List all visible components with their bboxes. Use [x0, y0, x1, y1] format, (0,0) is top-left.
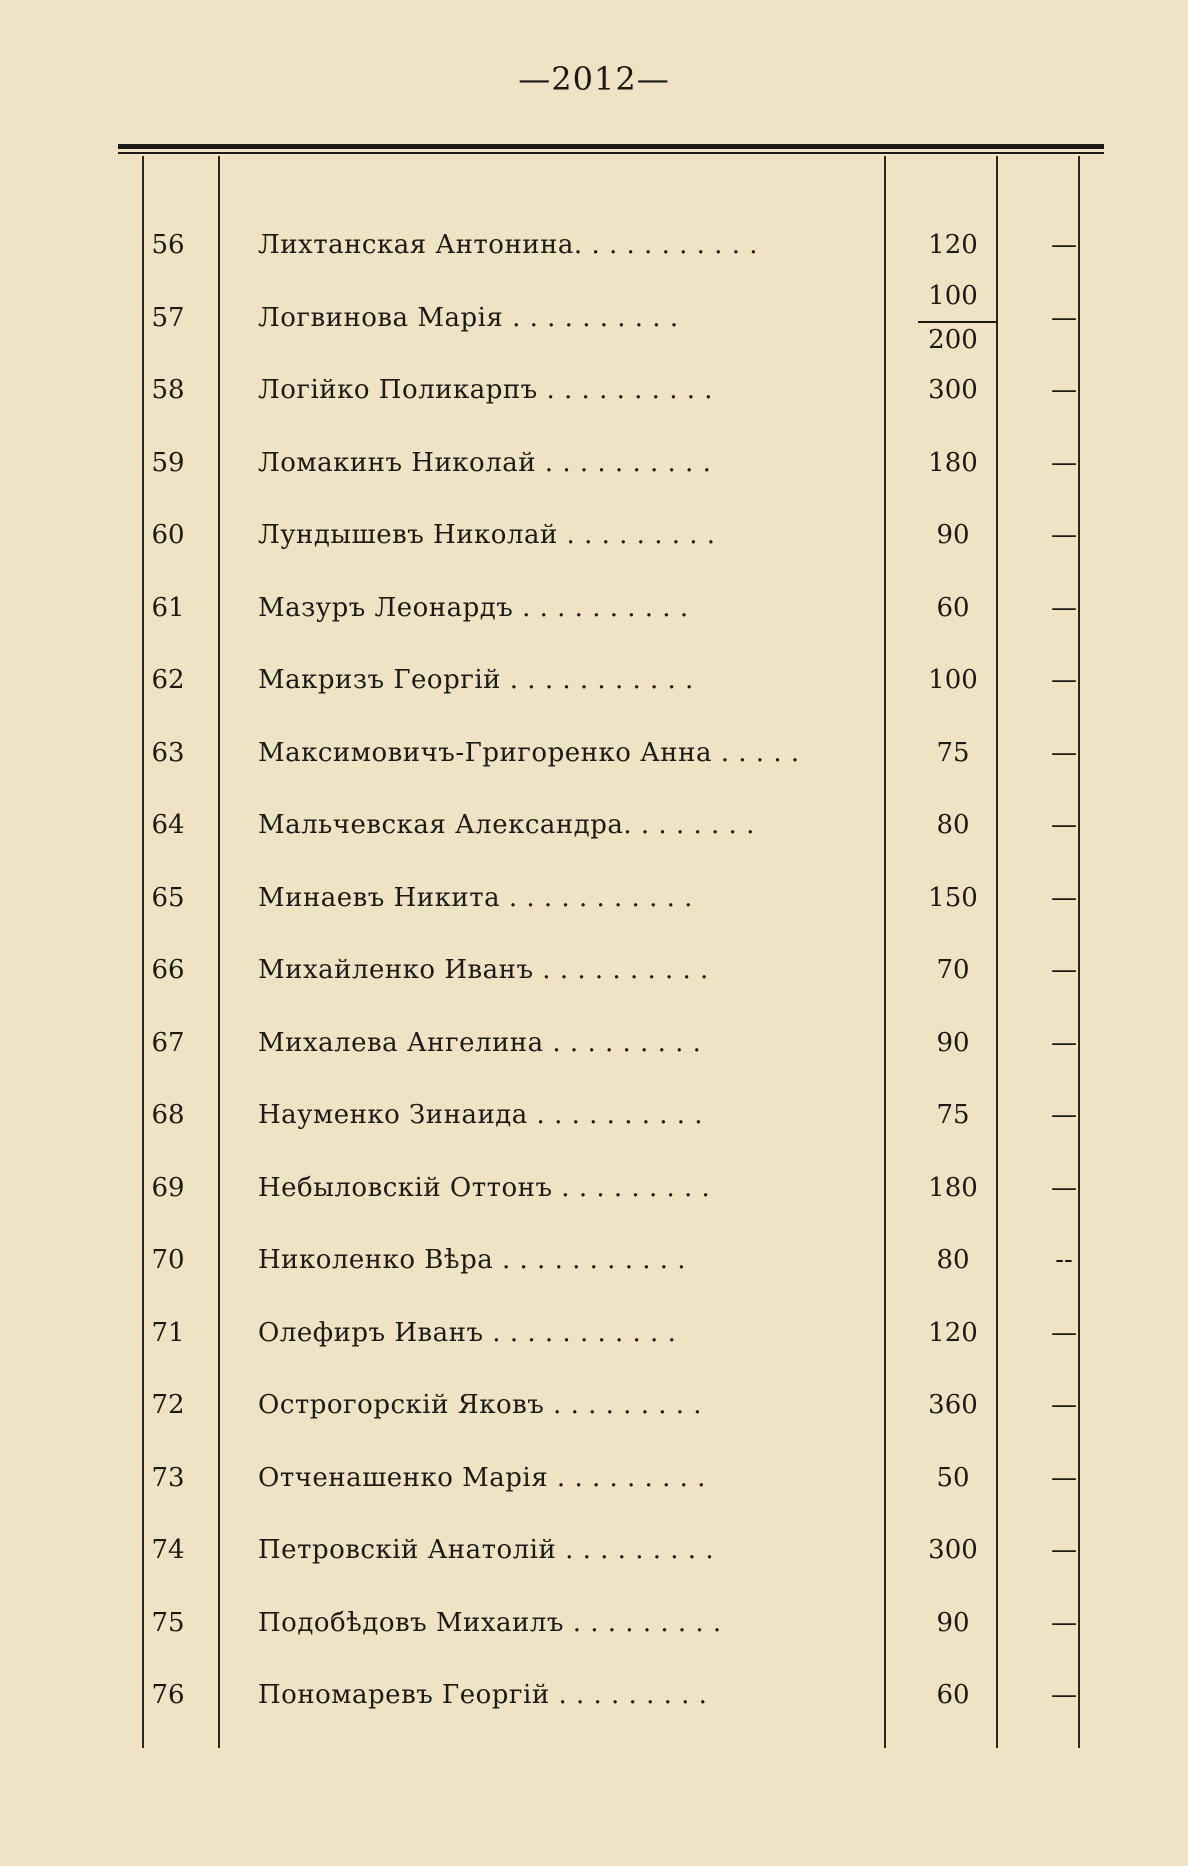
row-dash: — [1051, 375, 1077, 405]
row-name: Ломакинъ Николай . . . . . . . . . . [258, 447, 712, 478]
table-row [118, 788, 1104, 860]
row-name: Пономаревъ Георгій . . . . . . . . . [258, 1680, 708, 1710]
row-dash: — [1051, 665, 1077, 695]
row-dash: — [1051, 1027, 1077, 1058]
row-number: 61 [151, 592, 185, 623]
row-amount: 120 [928, 1317, 978, 1348]
top-rule-thin [118, 152, 1104, 154]
row-number: 74 [151, 1535, 185, 1565]
table-row [118, 571, 1104, 643]
row-number: 60 [151, 520, 185, 550]
row-dash: — [1051, 230, 1077, 260]
row-name: Подобѣдовъ Михаилъ . . . . . . . . . [258, 1607, 722, 1638]
top-rule [118, 144, 1104, 149]
table-row [118, 1078, 1104, 1150]
table-row [118, 498, 1104, 570]
table-row [118, 1513, 1104, 1585]
row-number: 59 [151, 447, 185, 478]
row-name: Острогорскій Яковъ . . . . . . . . . [258, 1390, 703, 1420]
row-number: 58 [151, 375, 185, 405]
row-name: Мальчевская Александра. . . . . . . . [258, 810, 755, 840]
row-dash: — [1051, 1680, 1077, 1710]
row-dash: — [1051, 1317, 1077, 1348]
row-dash: — [1051, 302, 1077, 333]
table-row [118, 933, 1104, 1005]
row-number: 68 [151, 1100, 185, 1130]
row-amount: 75 [936, 1100, 970, 1130]
row-dash: — [1051, 1607, 1077, 1638]
table-row [118, 1368, 1104, 1440]
row-amount: 70 [936, 955, 970, 985]
row-number: 65 [151, 882, 185, 913]
row-amount: 90 [936, 520, 970, 550]
row-number: 76 [151, 1680, 185, 1710]
row-amount: 60 [936, 592, 970, 623]
row-dash: — [1051, 520, 1077, 550]
row-number: 70 [151, 1245, 185, 1275]
row-amount: 150 [928, 882, 978, 913]
row-amount: 75 [936, 737, 970, 768]
row-number: 73 [151, 1462, 185, 1493]
row-name: Михалева Ангелина . . . . . . . . . [258, 1027, 702, 1058]
row-amount: 100 [928, 665, 978, 695]
row-dash: — [1051, 1100, 1077, 1130]
row-name: Олефиръ Иванъ . . . . . . . . . . . [258, 1317, 677, 1348]
table-row [118, 643, 1104, 715]
row-name: Макризъ Георгій . . . . . . . . . . . [258, 665, 694, 695]
table-row [118, 1006, 1104, 1078]
row-number: 67 [151, 1027, 185, 1058]
row-name: Михайленко Иванъ . . . . . . . . . . [258, 955, 709, 985]
row-amount: 60 [936, 1680, 970, 1710]
row-dash: — [1051, 1535, 1077, 1565]
table-row [118, 1151, 1104, 1223]
row-amount: 180 [928, 447, 978, 478]
row-number: 66 [151, 955, 185, 985]
row-number: 56 [151, 230, 185, 260]
row-amount: 300 [928, 375, 978, 405]
row-dash: — [1051, 737, 1077, 768]
row-name: Минаевъ Никита . . . . . . . . . . . [258, 882, 693, 913]
row-name: Небыловскій Оттонъ . . . . . . . . . [258, 1172, 711, 1203]
row-amount-bottom: 200 [928, 324, 978, 355]
row-dash: — [1051, 955, 1077, 985]
row-amount: 360 [928, 1390, 978, 1420]
row-amount-top: 100 [928, 280, 978, 311]
row-amount: 90 [936, 1027, 970, 1058]
row-number: 72 [151, 1390, 185, 1420]
row-number: 64 [151, 810, 185, 840]
row-amount: 90 [936, 1607, 970, 1638]
row-number: 69 [151, 1172, 185, 1203]
row-amount: 80 [936, 810, 970, 840]
row-dash: -- [1055, 1245, 1073, 1275]
row-dash: — [1051, 447, 1077, 478]
page-number: —2012— [518, 60, 670, 98]
row-amount: 120 [928, 230, 978, 260]
row-name: Петровскій Анатолій . . . . . . . . . [258, 1535, 715, 1565]
row-amount: 300 [928, 1535, 978, 1565]
row-dash: — [1051, 592, 1077, 623]
row-number: 62 [151, 665, 185, 695]
row-name: Лундышевъ Николай . . . . . . . . . [258, 520, 716, 550]
table-row [118, 208, 1104, 280]
row-amount: 50 [936, 1462, 970, 1493]
row-name: Отченашенко Марія . . . . . . . . . [258, 1462, 706, 1493]
row-number: 57 [151, 302, 185, 333]
row-dash: — [1051, 1462, 1077, 1493]
row-amount: 180 [928, 1172, 978, 1203]
fraction-line [918, 321, 998, 323]
row-name: Максимовичъ-Григоренко Анна . . . . . [258, 737, 800, 768]
table-row [118, 1223, 1104, 1295]
row-name: Логійко Поликарпъ . . . . . . . . . . [258, 375, 714, 405]
row-name: Лихтанская Антонина. . . . . . . . . . . [258, 230, 758, 260]
row-number: 63 [151, 737, 185, 768]
row-dash: — [1051, 810, 1077, 840]
table-row [118, 861, 1104, 933]
table-row [118, 1441, 1104, 1513]
table-row [118, 281, 1104, 353]
row-number: 75 [151, 1607, 185, 1638]
table-row [118, 426, 1104, 498]
table-row [118, 1586, 1104, 1658]
table-row [118, 1658, 1104, 1730]
table-row [118, 1296, 1104, 1368]
table-row [118, 353, 1104, 425]
row-dash: — [1051, 882, 1077, 913]
row-name: Логвинова Марія . . . . . . . . . . [258, 302, 679, 333]
row-number: 71 [151, 1317, 185, 1348]
register-table [118, 156, 1104, 1748]
row-name: Николенко Вѣра . . . . . . . . . . . [258, 1245, 687, 1275]
row-dash: — [1051, 1172, 1077, 1203]
row-name: Науменко Зинаида . . . . . . . . . . [258, 1100, 704, 1130]
row-name: Мазуръ Леонардъ . . . . . . . . . . [258, 592, 689, 623]
row-dash: — [1051, 1390, 1077, 1420]
row-amount: 80 [936, 1245, 970, 1275]
table-row [118, 716, 1104, 788]
